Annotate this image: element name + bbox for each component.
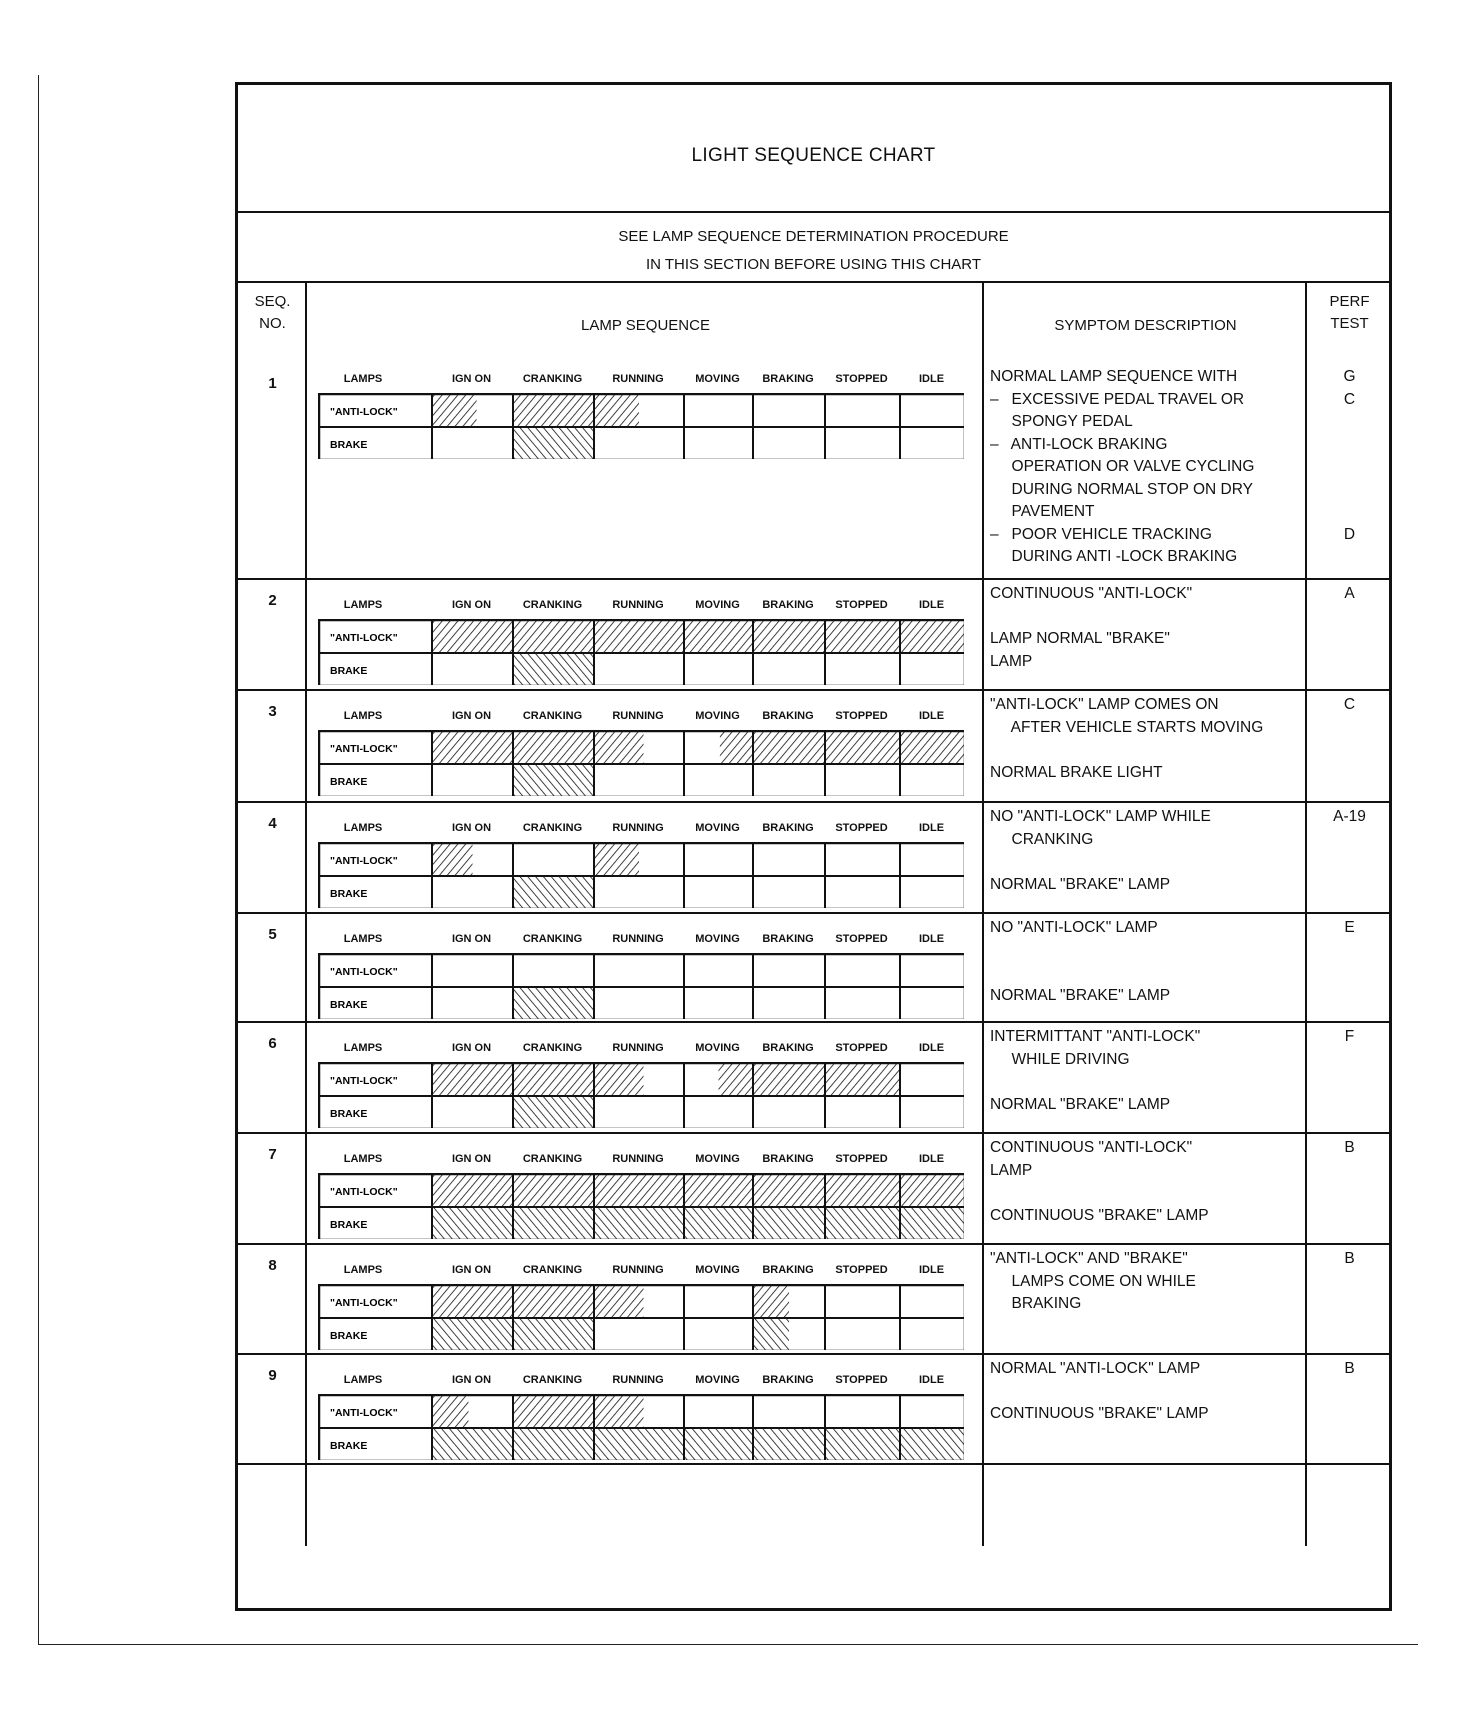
brake-lamp-on-segment bbox=[513, 653, 594, 685]
perf-test-code: C bbox=[1343, 390, 1356, 408]
symptom-line: "ANTI-LOCK" LAMP COMES ON bbox=[990, 696, 1219, 713]
period-label: MOVING bbox=[695, 933, 740, 945]
perf-test-code: A bbox=[1344, 585, 1355, 602]
brake-lamp-on-segment bbox=[753, 1318, 789, 1350]
lamps-header: LAMPS bbox=[343, 822, 383, 834]
symptom-line: NORMAL LAMP SEQUENCE WITH bbox=[990, 368, 1238, 385]
lamp-grid bbox=[318, 1173, 964, 1239]
period-label: CRANKING bbox=[522, 599, 583, 611]
symptom-line: NO "ANTI-LOCK" LAMP bbox=[990, 919, 1158, 936]
symptom-line: LAMP bbox=[990, 652, 1033, 670]
period-label: STOPPED bbox=[835, 710, 888, 722]
period-label: CRANKING bbox=[522, 933, 583, 945]
antilock-lamp-on-segment bbox=[432, 843, 473, 876]
symptom-line: WHILE DRIVING bbox=[990, 1050, 1130, 1068]
lamp-sequence-diagram bbox=[318, 1042, 968, 1152]
period-label: BRAKING bbox=[762, 1374, 814, 1386]
antilock-lamp-on-segment bbox=[432, 1063, 644, 1096]
symptom-description bbox=[990, 1026, 1290, 1116]
period-label: STOPPED bbox=[835, 933, 888, 945]
period-label: MOVING bbox=[695, 599, 740, 611]
antilock-lamp-on-segment bbox=[594, 843, 639, 876]
antilock-lamp-label: "ANTI-LOCK" bbox=[330, 632, 398, 644]
brake-lamp-label: BRAKE bbox=[330, 665, 368, 677]
brake-lamp-label: BRAKE bbox=[330, 1330, 368, 1342]
period-label: IGN ON bbox=[451, 710, 492, 722]
lamp-sequence-diagram bbox=[318, 822, 968, 932]
perf-test-code: F bbox=[1344, 1028, 1355, 1045]
period-label: STOPPED bbox=[835, 599, 888, 611]
perf-test bbox=[1307, 806, 1392, 829]
antilock-lamp-label: "ANTI-LOCK" bbox=[330, 1407, 398, 1419]
brake-lamp-label: BRAKE bbox=[330, 1440, 368, 1452]
perf-test-code bbox=[1307, 434, 1392, 457]
period-label: BRAKING bbox=[762, 599, 814, 611]
perf-test bbox=[1307, 366, 1392, 546]
symptom-line: PAVEMENT bbox=[990, 503, 1095, 520]
symptom-description bbox=[990, 583, 1290, 673]
symptom-description bbox=[990, 917, 1290, 1007]
brake-lamp-label: BRAKE bbox=[330, 999, 368, 1011]
period-label: BRAKING bbox=[762, 1153, 814, 1165]
symptom-line: CONTINUOUS "BRAKE" LAMP bbox=[990, 1405, 1209, 1422]
lamps-header: LAMPS bbox=[343, 599, 383, 611]
period-label: MOVING bbox=[695, 1153, 740, 1165]
symptom-description bbox=[990, 366, 1290, 569]
lamp-sequence-diagram bbox=[318, 1374, 968, 1484]
seq-number: 9 bbox=[268, 1367, 277, 1384]
seq-number: 6 bbox=[268, 1035, 277, 1052]
period-label: IGN ON bbox=[451, 1374, 492, 1386]
brake-lamp-on-segment bbox=[513, 987, 594, 1019]
antilock-lamp-on-segment bbox=[432, 1395, 468, 1428]
antilock-lamp-on-segment bbox=[432, 620, 964, 653]
perf-test-code: B bbox=[1344, 1250, 1355, 1267]
antilock-lamp-label: "ANTI-LOCK" bbox=[330, 406, 398, 418]
perf-test-code: G bbox=[1343, 368, 1356, 385]
perf-test bbox=[1307, 1137, 1392, 1160]
antilock-lamp-on-segment bbox=[513, 1395, 644, 1428]
seq-number: 7 bbox=[268, 1146, 277, 1163]
period-label: IDLE bbox=[918, 373, 945, 385]
symptom-line: BRAKING bbox=[990, 1295, 1082, 1312]
period-label: BRAKING bbox=[762, 710, 814, 722]
lamps-header: LAMPS bbox=[343, 710, 383, 722]
header-seq-no: SEQ. NO. bbox=[254, 293, 291, 332]
period-label: MOVING bbox=[695, 822, 740, 834]
brake-lamp-on-segment bbox=[432, 1207, 964, 1239]
brake-lamp-on-segment bbox=[513, 427, 594, 459]
antilock-lamp-on-segment bbox=[432, 731, 644, 764]
period-label: RUNNING bbox=[612, 710, 664, 722]
lamp-sequence-diagram bbox=[318, 1153, 968, 1263]
perf-test bbox=[1307, 917, 1392, 940]
divider bbox=[238, 211, 1389, 213]
symptom-line bbox=[990, 739, 1290, 762]
lamp-grid bbox=[318, 953, 964, 1019]
divider bbox=[238, 281, 1389, 283]
chart-title: LIGHT SEQUENCE CHART bbox=[691, 145, 936, 166]
header-perf-test: PERF TEST bbox=[1329, 293, 1370, 332]
antilock-lamp-label: "ANTI-LOCK" bbox=[330, 1075, 398, 1087]
perf-test-code: A-19 bbox=[1333, 808, 1366, 825]
symptom-line bbox=[990, 851, 1290, 874]
period-label: STOPPED bbox=[835, 822, 888, 834]
symptom-line: OPERATION OR VALVE CYCLING bbox=[990, 458, 1255, 475]
seq-number: 8 bbox=[268, 1257, 277, 1274]
antilock-lamp-on-segment bbox=[432, 394, 477, 427]
period-label: CRANKING bbox=[522, 1153, 583, 1165]
period-label: IDLE bbox=[918, 822, 945, 834]
symptom-line: LAMP bbox=[990, 1161, 1033, 1179]
symptom-line: DURING ANTI -LOCK BRAKING bbox=[990, 548, 1238, 565]
period-label: MOVING bbox=[695, 373, 740, 385]
period-label: STOPPED bbox=[835, 373, 888, 385]
perf-test-code: C bbox=[1343, 696, 1356, 713]
antilock-lamp-label: "ANTI-LOCK" bbox=[330, 1297, 398, 1309]
symptom-line: – EXCESSIVE PEDAL TRAVEL OR bbox=[990, 390, 1245, 408]
symptom-line: – POOR VEHICLE TRACKING bbox=[990, 525, 1212, 543]
lamp-sequence-diagram bbox=[318, 1264, 968, 1374]
lamps-header: LAMPS bbox=[343, 1042, 383, 1054]
period-label: IGN ON bbox=[451, 373, 492, 385]
lamp-sequence-diagram bbox=[318, 599, 968, 709]
symptom-line: – ANTI-LOCK BRAKING bbox=[990, 435, 1168, 453]
period-label: MOVING bbox=[695, 710, 740, 722]
period-label: IGN ON bbox=[451, 933, 492, 945]
light-sequence-chart-table bbox=[235, 82, 1392, 1611]
divider bbox=[238, 578, 1389, 580]
lamps-header: LAMPS bbox=[343, 1264, 383, 1276]
note-line: SEE LAMP SEQUENCE DETERMINATION PROCEDURE bbox=[618, 228, 1009, 245]
symptom-description bbox=[990, 1248, 1290, 1316]
symptom-description bbox=[990, 806, 1290, 896]
period-label: IDLE bbox=[918, 710, 945, 722]
symptom-line bbox=[990, 940, 1290, 963]
period-label: MOVING bbox=[695, 1264, 740, 1276]
symptom-line: NORMAL "ANTI-LOCK" LAMP bbox=[990, 1360, 1201, 1377]
brake-lamp-on-segment bbox=[513, 1096, 594, 1128]
period-label: CRANKING bbox=[522, 710, 583, 722]
period-label: BRAKING bbox=[762, 1264, 814, 1276]
perf-test bbox=[1307, 694, 1392, 717]
period-label: BRAKING bbox=[762, 373, 814, 385]
lamp-grid bbox=[318, 1062, 964, 1128]
note-line: IN THIS SECTION BEFORE USING THIS CHART bbox=[645, 256, 982, 273]
antilock-lamp-on-segment bbox=[719, 1063, 901, 1096]
perf-test-code bbox=[1307, 501, 1392, 524]
brake-lamp-on-segment bbox=[432, 1428, 964, 1460]
period-label: IDLE bbox=[918, 599, 945, 611]
lamp-grid bbox=[318, 730, 964, 796]
period-label: IGN ON bbox=[451, 1153, 492, 1165]
antilock-lamp-on-segment bbox=[753, 1285, 789, 1318]
period-label: IDLE bbox=[918, 1374, 945, 1386]
brake-lamp-label: BRAKE bbox=[330, 776, 368, 788]
period-label: IDLE bbox=[918, 1042, 945, 1054]
period-label: CRANKING bbox=[522, 373, 583, 385]
antilock-lamp-label: "ANTI-LOCK" bbox=[330, 966, 398, 978]
symptom-line: NORMAL "BRAKE" LAMP bbox=[990, 1095, 1171, 1113]
antilock-lamp-on-segment bbox=[720, 731, 964, 764]
symptom-line: INTERMITTANT "ANTI-LOCK" bbox=[990, 1028, 1201, 1045]
page-bottom-margin-line bbox=[38, 1644, 1418, 1645]
symptom-line: CONTINUOUS "BRAKE" LAMP bbox=[990, 1206, 1209, 1224]
lamp-grid bbox=[318, 1394, 964, 1460]
lamp-grid bbox=[318, 619, 964, 685]
perf-test bbox=[1307, 583, 1392, 606]
symptom-description bbox=[990, 1358, 1290, 1426]
chart-note bbox=[238, 223, 1389, 279]
antilock-lamp-label: "ANTI-LOCK" bbox=[330, 1186, 398, 1198]
period-label: RUNNING bbox=[612, 933, 664, 945]
symptom-line bbox=[990, 962, 1290, 985]
symptom-line: NORMAL "BRAKE" LAMP bbox=[990, 875, 1171, 893]
lamps-header: LAMPS bbox=[343, 373, 383, 385]
symptom-line: CONTINUOUS "ANTI-LOCK" bbox=[990, 585, 1193, 602]
period-label: RUNNING bbox=[612, 599, 664, 611]
seq-number: 5 bbox=[268, 926, 277, 943]
antilock-lamp-label: "ANTI-LOCK" bbox=[330, 743, 398, 755]
period-label: RUNNING bbox=[612, 1042, 664, 1054]
period-label: IDLE bbox=[918, 933, 945, 945]
perf-test bbox=[1307, 1026, 1392, 1049]
brake-lamp-label: BRAKE bbox=[330, 1108, 368, 1120]
symptom-line: AFTER VEHICLE STARTS MOVING bbox=[990, 718, 1264, 736]
symptom-line: NORMAL "BRAKE" LAMP bbox=[990, 986, 1171, 1004]
brake-lamp-label: BRAKE bbox=[330, 439, 368, 451]
period-label: RUNNING bbox=[612, 1374, 664, 1386]
symptom-line: LAMP NORMAL "BRAKE" bbox=[990, 630, 1170, 647]
symptom-line: LAMPS COME ON WHILE bbox=[990, 1272, 1196, 1290]
symptom-line: "ANTI-LOCK" AND "BRAKE" bbox=[990, 1250, 1188, 1267]
symptom-line: NORMAL BRAKE LIGHT bbox=[990, 763, 1163, 781]
symptom-line: CRANKING bbox=[990, 830, 1094, 848]
period-label: STOPPED bbox=[835, 1042, 888, 1054]
period-label: BRAKING bbox=[762, 933, 814, 945]
period-label: IDLE bbox=[918, 1264, 945, 1276]
period-label: CRANKING bbox=[522, 822, 583, 834]
antilock-lamp-on-segment bbox=[432, 1285, 644, 1318]
symptom-line bbox=[990, 1182, 1290, 1205]
lamp-sequence-diagram bbox=[318, 373, 968, 483]
perf-test bbox=[1307, 1358, 1392, 1381]
period-label: STOPPED bbox=[835, 1374, 888, 1386]
symptom-line: NO "ANTI-LOCK" LAMP WHILE bbox=[990, 808, 1211, 825]
period-label: IGN ON bbox=[451, 822, 492, 834]
period-label: STOPPED bbox=[835, 1264, 888, 1276]
seq-number: 4 bbox=[268, 815, 277, 832]
period-label: IDLE bbox=[918, 1153, 945, 1165]
period-label: RUNNING bbox=[612, 1153, 664, 1165]
symptom-line bbox=[990, 1071, 1290, 1094]
symptom-description bbox=[990, 694, 1290, 784]
period-label: BRAKING bbox=[762, 822, 814, 834]
period-label: BRAKING bbox=[762, 1042, 814, 1054]
symptom-line: CONTINUOUS "ANTI-LOCK" bbox=[990, 1139, 1193, 1156]
perf-test-code bbox=[1307, 479, 1392, 502]
perf-test-code: B bbox=[1344, 1360, 1355, 1377]
brake-lamp-label: BRAKE bbox=[330, 888, 368, 900]
period-label: RUNNING bbox=[612, 1264, 664, 1276]
seq-number: 1 bbox=[268, 375, 277, 392]
antilock-lamp-on-segment bbox=[513, 394, 639, 427]
lamp-grid bbox=[318, 842, 964, 908]
symptom-description bbox=[990, 1137, 1290, 1227]
lamp-sequence-diagram bbox=[318, 710, 968, 820]
lamps-header: LAMPS bbox=[343, 933, 383, 945]
lamps-header: LAMPS bbox=[343, 1374, 383, 1386]
antilock-lamp-on-segment bbox=[432, 1174, 964, 1207]
page-left-margin-line bbox=[38, 75, 39, 1645]
perf-test-code: E bbox=[1344, 919, 1355, 936]
header-lamp-sequence: LAMP SEQUENCE bbox=[581, 317, 710, 334]
period-label: CRANKING bbox=[522, 1042, 583, 1054]
antilock-lamp-label: "ANTI-LOCK" bbox=[330, 855, 398, 867]
period-label: MOVING bbox=[695, 1374, 740, 1386]
period-label: RUNNING bbox=[612, 822, 664, 834]
symptom-line bbox=[990, 1381, 1290, 1404]
symptom-line bbox=[990, 606, 1290, 629]
symptom-line: DURING NORMAL STOP ON DRY bbox=[990, 480, 1253, 498]
brake-lamp-on-segment bbox=[513, 764, 594, 796]
perf-test-code bbox=[1307, 456, 1392, 479]
period-label: IGN ON bbox=[451, 599, 492, 611]
period-label: IGN ON bbox=[451, 1264, 492, 1276]
lamps-header: LAMPS bbox=[343, 1153, 383, 1165]
lamp-sequence-diagram bbox=[318, 933, 968, 1043]
brake-lamp-label: BRAKE bbox=[330, 1219, 368, 1231]
perf-test-code: D bbox=[1343, 525, 1356, 543]
lamp-grid bbox=[318, 1284, 964, 1350]
perf-test bbox=[1307, 1248, 1392, 1271]
period-label: RUNNING bbox=[612, 373, 664, 385]
seq-number: 2 bbox=[268, 592, 277, 609]
period-label: CRANKING bbox=[522, 1264, 583, 1276]
brake-lamp-on-segment bbox=[513, 876, 594, 908]
perf-test-code bbox=[1307, 411, 1392, 434]
symptom-line: SPONGY PEDAL bbox=[990, 413, 1133, 430]
perf-test-code: B bbox=[1344, 1139, 1355, 1156]
seq-number: 3 bbox=[268, 703, 277, 720]
period-label: STOPPED bbox=[835, 1153, 888, 1165]
period-label: CRANKING bbox=[522, 1374, 583, 1386]
period-label: IGN ON bbox=[451, 1042, 492, 1054]
header-symptom-description: SYMPTOM DESCRIPTION bbox=[1054, 317, 1237, 334]
period-label: MOVING bbox=[695, 1042, 740, 1054]
lamp-grid bbox=[318, 393, 964, 459]
